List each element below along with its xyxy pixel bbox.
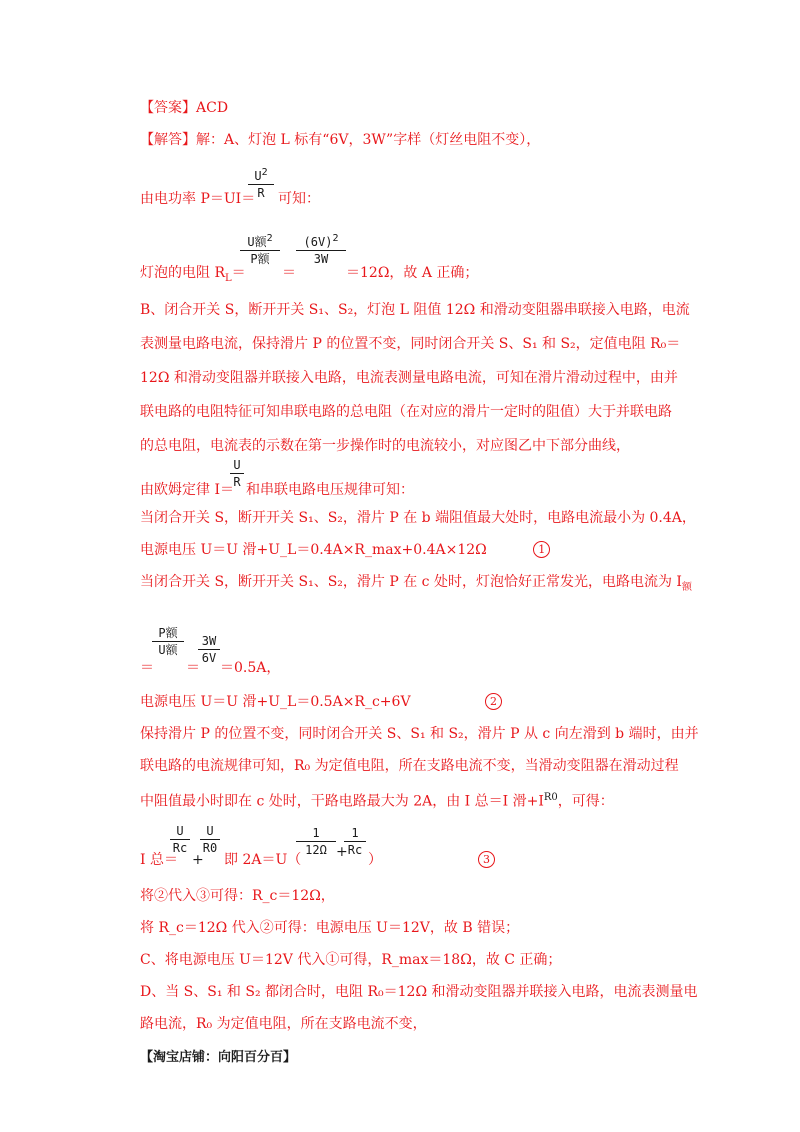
rated-fraction-2: 3W 6V — [198, 634, 220, 665]
answer-line — [140, 98, 228, 118]
analysis-intro-line — [140, 130, 540, 150]
equation-2-text: 电源电压 U＝U 滑+U_L＝0.5A×R_c+6V — [140, 694, 411, 710]
answer-tag: 【答案】 — [140, 100, 196, 116]
b-line-4: 联电路的电阻特征可知串联电路的总电阻（在对应的滑片一定时的阻值）大于并联电路 — [140, 404, 672, 420]
ohm-pre: 由欧姆定律 I＝ — [140, 482, 234, 498]
analysis-tag: 【解答】 — [140, 132, 196, 148]
resistance-fraction-2: $(6V)^2$ 3W — [296, 232, 346, 266]
parallel-line-1: 保持滑片 P 的位置不变，同时闭合开关 S、S₁ 和 S₂，滑片 P 从 c 向左滑到 b 端时，由并 — [140, 726, 699, 742]
equation-2-marker: 2 — [485, 693, 502, 710]
page-footer: 【淘宝店铺：向阳百分百】 — [140, 1050, 297, 1065]
equation-3-fraction-d: 1 Rc — [344, 826, 366, 857]
result-line-1: 将②代入③可得：R_c＝12Ω， — [140, 888, 335, 904]
result-line-3: C、将电源电压 U＝12V 代入①可得，R_max＝18Ω，故 C 正确； — [140, 952, 562, 968]
b-line-2: 表测量电路电流，保持滑片 P 的位置不变，同时闭合开关 S、S₁ 和 S₂，定值电阻 R₀＝ — [140, 336, 681, 352]
rated-fraction-1: P额 U额 — [152, 626, 184, 657]
resistance-post: ＝12Ω，故 A 正确； — [346, 265, 479, 281]
power-fraction: $U^2$ R — [248, 166, 274, 200]
case-2-line: 当闭合开关 S，断开开关 S₁、S₂，滑片 P 在 c 处时，灯泡恰好正常发光，电路电流为 $I_额$ — [140, 574, 692, 593]
power-post: 可知： — [278, 191, 320, 207]
resistance-fraction-1: U额$^2$ P额 — [240, 232, 280, 266]
equation-3-line: I 总＝ U Rc + U R0 即 2A＝U（ 1 12Ω + 1 Rc ） 3 — [140, 822, 560, 870]
resistance-pre: 灯泡的电阻 $R_L=$ — [140, 265, 246, 284]
ohm-fraction: U R — [230, 458, 244, 489]
parallel-line-3: 中阻值最小时即在 c 处时，干路电路最大为 2A，由 I 总＝I 滑$+I^{R0}$，可得： — [140, 792, 614, 810]
result-line-2: 将 R_c＝12Ω 代入②可得：电源电压 U＝12V，故 B 错误； — [140, 920, 520, 936]
result-line-4: D、当 S、S₁ 和 S₂ 都闭合时，电阻 R₀＝12Ω 和滑动变阻器并联接入电路，电流表测量电 — [140, 984, 698, 1000]
equation-1-text: 电源电压 U＝U 滑+U_L＝0.4A×R_max+0.4A×12Ω — [140, 542, 487, 558]
ohm-post: 和串联电路电压规律可知： — [246, 482, 414, 498]
equation-1-marker: 1 — [533, 541, 550, 558]
b-line-5: 的总电阻，电流表的示数在第一步操作时的电流较小，对应图乙中下部分曲线， — [140, 438, 630, 454]
equation-2-line — [140, 692, 502, 712]
equation-3-marker: 3 — [478, 851, 495, 868]
parallel-line-2: 联电路的电流规律可知，R₀ 为定值电阻，所在支路电流不变，当滑动变阻器在滑动过程 — [140, 758, 679, 774]
answer-value: ACD — [196, 100, 229, 116]
resistance-eq2: ＝ — [282, 265, 296, 281]
equation-1-line — [140, 540, 550, 560]
equation-3-fraction-c: 1 12Ω — [296, 826, 336, 857]
b-line-1: B、闭合开关 S，断开开关 S₁、S₂，灯泡 L 阻值 12Ω 和滑动变阻器串联接入电路，电流 — [140, 302, 690, 318]
equation-3-fraction-a: U Rc — [170, 824, 190, 855]
rated-post: ＝0.5A， — [220, 660, 281, 676]
power-pre: 由电功率 P＝UI＝ — [140, 191, 256, 207]
analysis-intro: 解：A、灯泡 L 标有“6V，3W”字样（灯丝电阻不变）， — [196, 132, 541, 148]
b-line-3: 12Ω 和滑动变阻器并联接入电路，电流表测量电路电流，可知在滑片滑动过程中，由并 — [140, 370, 678, 386]
case-1-line: 当闭合开关 S，断开开关 S₁、S₂，滑片 P 在 b 端阻值最大处时，电路电流最小为 0.4A， — [140, 510, 696, 526]
equation-3-fraction-b: U R0 — [200, 824, 220, 855]
result-line-5: 路电流，R₀ 为定值电阻，所在支路电流不变， — [140, 1016, 427, 1032]
